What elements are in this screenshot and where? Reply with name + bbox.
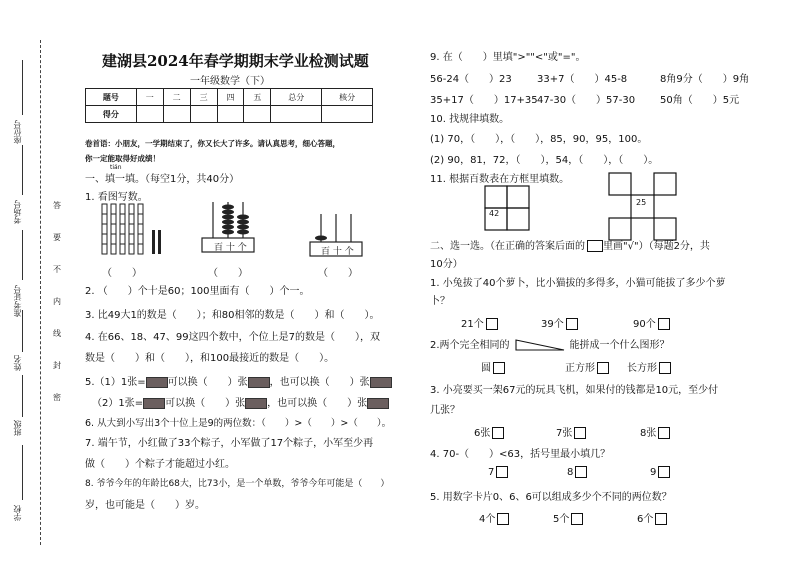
q5-text: 可以换（ ）张 <box>165 398 246 409</box>
q9-item: 33+7（ ）45-8 <box>537 74 628 85</box>
choice-option[interactable] <box>633 315 670 330</box>
question-4-line-1: 4. 在66、18、47、99这四个数中，个位上是7的数是（ ），双 <box>85 332 380 343</box>
answer-checkbox[interactable] <box>655 513 667 525</box>
hundred-chart-grid-1 <box>484 185 530 231</box>
table-cell: 题号 <box>86 89 137 106</box>
exam-room-underline <box>22 145 23 195</box>
question-8-line-2: 岁，也可能是（ ）岁。 <box>85 500 205 511</box>
hundred-chart-grid-2 <box>608 172 678 242</box>
table-row <box>86 89 373 106</box>
seat-underline <box>22 60 23 115</box>
answer-checkbox[interactable] <box>574 427 586 439</box>
table-cell: 核分 <box>322 89 373 106</box>
banknote-icon <box>143 398 165 409</box>
option-label: 8张 <box>640 428 657 439</box>
binding-margin <box>0 40 80 545</box>
answer-checkbox[interactable] <box>659 362 671 374</box>
choice-option[interactable] <box>650 466 670 478</box>
q5-text: 可以换（ ）张 <box>167 377 248 388</box>
q9-item: 56-24（ ）23 <box>430 74 512 85</box>
choice-option[interactable] <box>565 359 609 374</box>
table-cell: 二 <box>163 89 190 106</box>
banknote-icon <box>146 377 168 388</box>
seal-char: 线 <box>53 329 61 338</box>
question-3: 3. 比49大1的数是（ ）；和80相邻的数是（ ）和（ ）。 <box>85 310 380 321</box>
option-label: 5个 <box>553 514 570 525</box>
table-cell[interactable] <box>190 106 217 123</box>
abacus-2-label: 百 十 个 <box>321 247 354 257</box>
section1-heading: 一、填一填。（每空1分，共40分） <box>85 174 240 185</box>
option-label: 正方形 <box>565 363 595 374</box>
seal-char: 不 <box>53 265 61 274</box>
q1-blank[interactable]: （ ） <box>318 268 358 279</box>
choice-q3-line-2: 几张？ <box>430 405 460 416</box>
exam-subtitle: 一年级数学（下） <box>190 76 270 87</box>
seal-char: 密 <box>53 393 61 402</box>
option-label: 7张 <box>556 428 573 439</box>
choice-option[interactable] <box>461 315 498 330</box>
answer-checkbox[interactable] <box>575 466 587 478</box>
question-4-line-2: 数是（ ）和（ ），和100最接近的数是（ ）。 <box>85 353 335 364</box>
question-5-line-1 <box>85 373 392 388</box>
answer-checkbox[interactable] <box>658 427 670 439</box>
q5-text: ，也可以换（ ）张 <box>269 377 370 388</box>
banknote-icon <box>248 377 270 388</box>
class-label: 班级 <box>13 420 22 436</box>
option-label: 8 <box>567 467 574 478</box>
table-cell[interactable] <box>322 106 373 123</box>
section2-text: 里画"√"）（每题2分，共 <box>603 241 710 252</box>
seal-char: 要 <box>53 233 61 242</box>
choice-q1-line-2: 卜？ <box>430 296 450 307</box>
q1-blank[interactable]: （ ） <box>208 268 248 279</box>
option-label: 4个 <box>479 514 496 525</box>
question-10-part-1: (1) 70，（ ），（ ），85，90，95，100。 <box>430 134 648 145</box>
answer-checkbox[interactable] <box>566 318 578 330</box>
seal-char: 内 <box>53 297 61 306</box>
choice-option[interactable] <box>637 510 667 525</box>
table-cell[interactable] <box>244 106 271 123</box>
intro-line-1: 卷首语：小朋友，一学期结束了，你又长大了许多。请认真思考，细心答题， <box>85 139 340 148</box>
table-cell[interactable] <box>136 106 163 123</box>
answer-checkbox[interactable] <box>571 513 583 525</box>
table-cell: 一 <box>136 89 163 106</box>
choice-option[interactable] <box>481 359 505 374</box>
choice-option[interactable] <box>479 510 509 525</box>
exam-title: 建湖县2024年春学期期末学业检测试题 <box>102 52 369 70</box>
seal-char: 封 <box>53 361 61 370</box>
table-cell: 总分 <box>271 89 322 106</box>
score-table <box>85 88 373 123</box>
answer-checkbox[interactable] <box>496 466 508 478</box>
question-11: 11. 根据百数表在方框里填数。 <box>430 174 570 185</box>
table-cell: 三 <box>190 89 217 106</box>
option-label: 39个 <box>541 319 564 330</box>
option-label: 7 <box>488 467 495 478</box>
exam-room-label: 考场号 <box>13 200 22 224</box>
grid-1-value: 42 <box>489 209 500 218</box>
choice-option[interactable] <box>488 466 508 478</box>
school-label: 学校 <box>13 505 22 521</box>
table-cell[interactable] <box>271 106 322 123</box>
choice-q3-line-1: 3. 小亮要买一架67元的玩具飞机，如果付的钱都是10元，至少付 <box>430 385 719 396</box>
answer-checkbox[interactable] <box>658 466 670 478</box>
q5-text: 5.（1）1张= <box>85 377 146 388</box>
banknote-icon <box>367 398 389 409</box>
intro-line-2: 你一定能取得好成绩！ <box>85 154 160 163</box>
checkbox-icon <box>587 240 603 252</box>
name-label: 姓名 <box>13 355 22 371</box>
answer-checkbox[interactable] <box>597 362 609 374</box>
q9-item: 35+17（ ）17+35 <box>430 95 538 106</box>
question-5-line-2 <box>92 394 389 409</box>
answer-checkbox[interactable] <box>492 427 504 439</box>
choice-q2 <box>430 336 670 352</box>
option-label: 6张 <box>474 428 491 439</box>
q2-text: 能拼成一个什么图形？ <box>569 340 670 351</box>
banknote-icon <box>370 377 392 388</box>
table-cell[interactable] <box>163 106 190 123</box>
choice-q1-line-1: 1. 小兔拔了40个萝卜，比小猫拔的多得多，小猫可能拔了多少个萝 <box>430 278 726 289</box>
choice-option[interactable] <box>556 424 586 439</box>
table-cell: 得分 <box>86 106 137 123</box>
q9-item: 47-30（ ）57-30 <box>537 95 636 106</box>
choice-option[interactable] <box>553 510 583 525</box>
q2-text: 2.两个完全相同的 <box>430 340 510 351</box>
school-underline <box>22 445 23 500</box>
q1-blank[interactable]: （ ） <box>102 268 142 279</box>
question-10-part-2: (2) 90，81，72，（ ），54，（ ），（ ）。 <box>430 155 659 166</box>
option-label: 长方形 <box>627 363 657 374</box>
choice-q4: 4. 70-（ ）<63，括号里最小填几？ <box>430 449 611 460</box>
question-6: 6. 从大到小写出3个十位上是9的两位数：（ ）>（ ）>（ ）。 <box>85 418 392 429</box>
answer-checkbox[interactable] <box>486 318 498 330</box>
class-underline <box>22 375 23 417</box>
section2-text: 二、选一选。（在正确的答案后面的 <box>430 241 585 252</box>
question-8-line-1: 8. 爷爷今年的年龄比68大，比73小，是一个单数，爷爷今年可能是（ ） <box>85 479 390 489</box>
table-cell: 五 <box>244 89 271 106</box>
answer-checkbox[interactable] <box>497 513 509 525</box>
option-label: 圆 <box>481 363 491 374</box>
exam-id-label: 准考证号 <box>13 285 22 317</box>
right-triangle-icon <box>514 338 566 352</box>
option-label: 90个 <box>633 319 656 330</box>
choice-option[interactable] <box>627 359 671 374</box>
option-label: 9 <box>650 467 657 478</box>
seal-char: 答 <box>53 201 61 210</box>
option-label: 6个 <box>637 514 654 525</box>
choice-option[interactable] <box>541 315 578 330</box>
section1-ruby: tián <box>110 164 122 171</box>
table-row <box>86 106 373 123</box>
choice-option[interactable] <box>474 424 504 439</box>
section2-heading <box>430 237 710 252</box>
choice-option[interactable] <box>640 424 670 439</box>
grid-2-value: 25 <box>636 198 647 207</box>
place-value-sticks-figure <box>98 200 168 258</box>
q5-text: （2）1张= <box>92 398 144 409</box>
table-cell: 四 <box>217 89 244 106</box>
option-label: 21个 <box>461 319 484 330</box>
table-cell[interactable] <box>217 106 244 123</box>
name-underline <box>22 310 23 352</box>
banknote-icon <box>245 398 267 409</box>
question-2: 2. （ ）个十是60；100里面有（ ）个一。 <box>85 286 310 297</box>
q9-item: 50角（ ）5元 <box>660 95 740 106</box>
question-9: 9. 在（ ）里填">""<"或"="。 <box>430 52 586 63</box>
answer-checkbox[interactable] <box>493 362 505 374</box>
question-7-line-1: 7. 端午节，小红做了33个粽子，小军做了17个粽子，小军至少再 <box>85 438 374 449</box>
q9-item: 8角9分（ ）9角 <box>660 74 750 85</box>
section2-heading-line-2: 10分） <box>430 259 463 270</box>
q5-text: ，也可以换（ ）张 <box>267 398 368 409</box>
answer-checkbox[interactable] <box>658 318 670 330</box>
choice-q5: 5. 用数字卡片0、6、6可以组成多少个不同的两位数？ <box>430 492 672 503</box>
seat-label: 座位号 <box>13 120 22 144</box>
exam-id-underline <box>22 230 23 280</box>
binding-dashed-line <box>40 40 50 545</box>
question-10: 10. 找规律填数。 <box>430 114 510 125</box>
abacus-1-label: 百 十 个 <box>214 243 247 253</box>
question-7-line-2: 做（ ）个粽子才能超过小红。 <box>85 459 235 470</box>
question-1: 1. 看图写数。 <box>85 192 148 203</box>
choice-option[interactable] <box>567 466 587 478</box>
